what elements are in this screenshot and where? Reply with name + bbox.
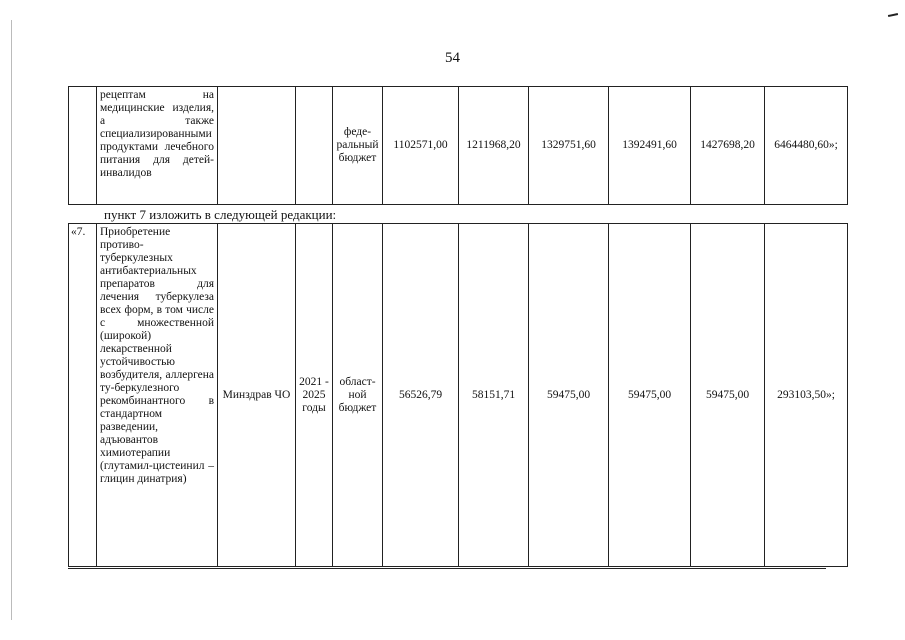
value-2021-cell: 1102571,00 — [383, 87, 459, 205]
row-source-cell: феде-ральный бюджет — [333, 87, 383, 205]
row-description-cell: Приобретение противо-туберкулезных антибактериальных препаратов для лечения туберкулеза всех форм, в том числе с множественной (широкой) лекарственной устойчивостью возбудителя, аллергена ту-беркулезного рекомбинантного в стандартном разведении, адъювантов химиотерапии (глутамил-цистеинил – глицин динатрия) — [97, 224, 218, 567]
value-2021-cell: 56526,79 — [383, 224, 459, 567]
value-2024-cell: 59475,00 — [609, 224, 691, 567]
row-years-cell — [296, 87, 333, 205]
value-2023-cell: 1329751,60 — [529, 87, 609, 205]
amendment-text: пункт 7 изложить в следующей редакции: — [104, 207, 337, 222]
row-executor-cell — [218, 87, 296, 205]
value-total-cell: 293103,50»; — [765, 224, 848, 567]
row-index-cell — [69, 87, 97, 205]
table-bottom-rule — [68, 568, 826, 569]
value-2023-cell: 59475,00 — [529, 224, 609, 567]
value-2022-cell: 1211968,20 — [459, 87, 529, 205]
row-source-cell: област-ной бюджет — [333, 224, 383, 567]
row-index-cell: «7. — [69, 224, 97, 567]
value-2022-cell: 58151,71 — [459, 224, 529, 567]
row-executor-cell: Минздрав ЧО — [218, 224, 296, 567]
value-2024-cell: 1392491,60 — [609, 87, 691, 205]
table-bottom — [68, 223, 848, 567]
table-row — [69, 224, 848, 567]
value-total-cell: 6464480,60»; — [765, 87, 848, 205]
value-2025-cell: 1427698,20 — [691, 87, 765, 205]
row-years-cell: 2021 - 2025 годы — [296, 224, 333, 567]
row-description-cell: рецептам на медицинские изделия, а также специализированными продуктами лечебного питания для детей-инвалидов — [97, 87, 218, 205]
scan-edge-line — [11, 20, 12, 620]
value-2025-cell: 59475,00 — [691, 224, 765, 567]
scan-corner-mark — [888, 13, 898, 17]
page-number: 54 — [445, 50, 460, 66]
table-top — [68, 86, 848, 205]
table-row — [69, 87, 848, 205]
